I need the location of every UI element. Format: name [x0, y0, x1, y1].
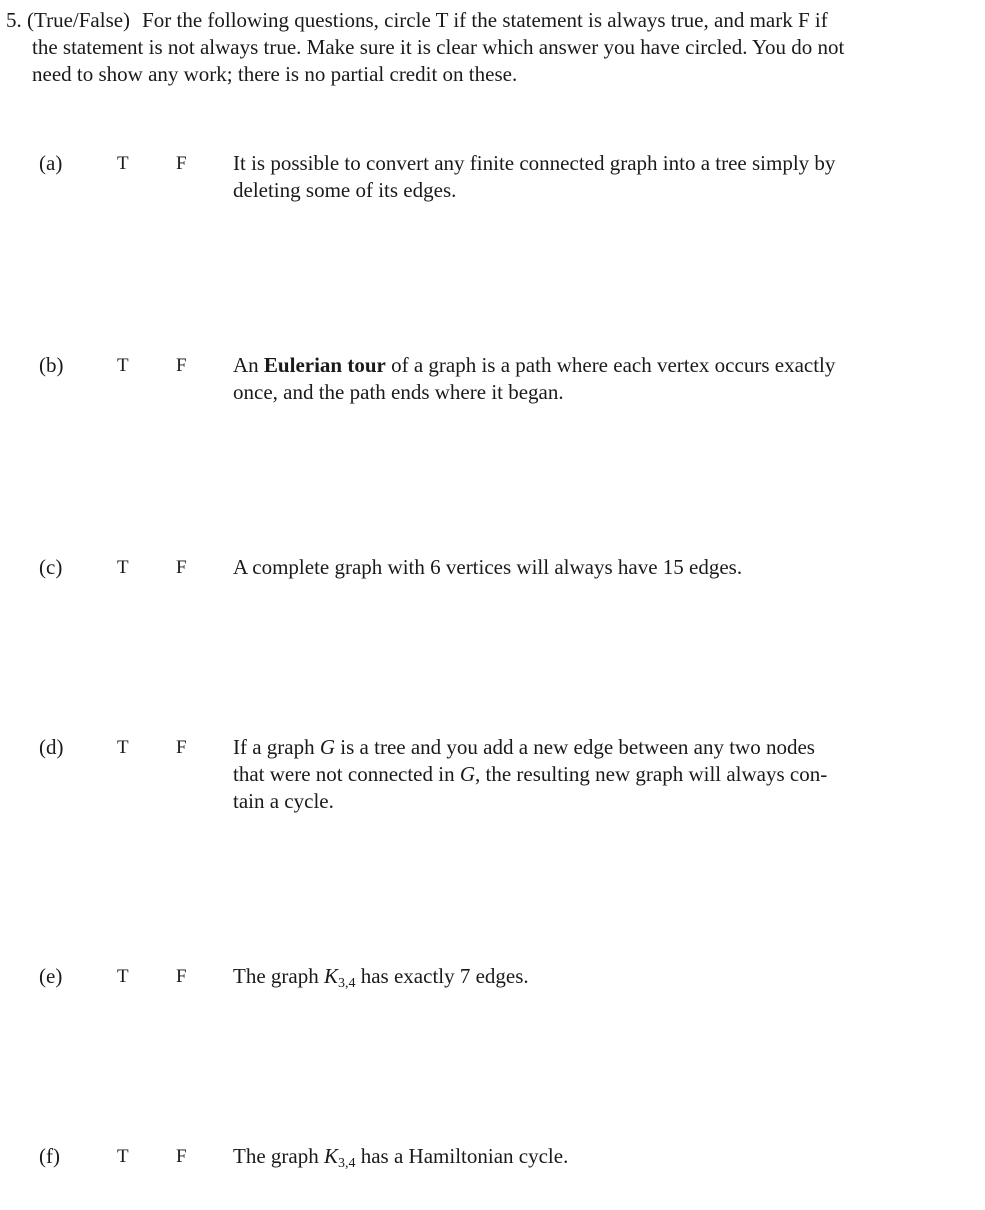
- question-header: [6, 7, 966, 88]
- graph-variable-g-2: G: [459, 762, 475, 786]
- question-c-false-option[interactable]: F: [176, 557, 187, 578]
- question-b-line-1: [233, 352, 933, 379]
- question-a-false-option[interactable]: F: [176, 153, 187, 174]
- question-d-true-option[interactable]: T: [117, 737, 129, 758]
- question-d-l1b: is a tree and you add a new edge between any two nodes: [340, 735, 815, 759]
- question-c-true-option[interactable]: T: [117, 557, 129, 578]
- question-d-line-3: tain a cycle.: [233, 789, 334, 813]
- question-d-line-2: [233, 761, 933, 788]
- question-b-statement: [233, 352, 933, 406]
- question-a-statement: [233, 150, 933, 204]
- question-d-statement: [233, 734, 933, 815]
- question-e-false-option[interactable]: F: [176, 966, 187, 987]
- question-e-line-1: [233, 963, 933, 990]
- k-graph-subscript: 3,4: [337, 976, 356, 991]
- question-f-statement: [233, 1143, 933, 1170]
- k-graph-subscript-f: 3,4: [337, 1156, 356, 1171]
- instructions-part-2: the statement is not always true. Make sure it is clear which answer you have circled. You do not: [32, 35, 845, 59]
- question-f-label: (f): [39, 1144, 60, 1168]
- question-e-post: has exactly 7 edges.: [360, 964, 529, 988]
- header-line-1: [6, 7, 966, 34]
- instructions-part-1: For the following questions, circle T if the statement is always true, and mark F if: [142, 8, 828, 32]
- question-c-label: (c): [39, 555, 63, 579]
- question-e-statement: [233, 963, 933, 990]
- question-number: 5.: [6, 8, 22, 32]
- question-b-pre: An: [233, 353, 259, 377]
- question-d-l2a: that were not connected in: [233, 762, 455, 786]
- question-e-pre: The graph: [233, 964, 319, 988]
- question-f-false-option[interactable]: F: [176, 1146, 187, 1167]
- question-d-false-option[interactable]: F: [176, 737, 187, 758]
- question-b-line-2: once, and the path ends where it began.: [233, 380, 564, 404]
- question-e-label: (e): [39, 964, 63, 988]
- question-d-label: (d): [39, 735, 64, 759]
- question-a-line-2: deleting some of its edges.: [233, 178, 457, 202]
- question-d-l1a: If a graph: [233, 735, 315, 759]
- question-a-true-option[interactable]: T: [117, 153, 129, 174]
- question-b-false-option[interactable]: F: [176, 355, 187, 376]
- question-c-line-1: A complete graph with 6 vertices will always have 15 edges.: [233, 555, 743, 579]
- question-type-tag: (True/False): [27, 8, 131, 32]
- question-f-true-option[interactable]: T: [117, 1146, 129, 1167]
- eulerian-tour-term: Eulerian tour: [263, 353, 386, 377]
- question-b-post: of a graph is a path where each vertex occurs exactly: [391, 353, 836, 377]
- question-a-line-1: It is possible to convert any finite connected graph into a tree simply by: [233, 151, 836, 175]
- question-c-statement: [233, 554, 933, 581]
- question-f-post: has a Hamiltonian cycle.: [360, 1144, 569, 1168]
- question-b-label: (b): [39, 353, 64, 377]
- question-f-pre: The graph: [233, 1144, 319, 1168]
- question-d-l2b: , the resulting new graph will always con-: [475, 762, 828, 786]
- question-d-line-1: [233, 734, 933, 761]
- k-graph-symbol: K: [323, 964, 338, 988]
- instructions-part-3: need to show any work; there is no partial credit on these.: [32, 62, 518, 86]
- graph-variable-g: G: [319, 735, 336, 759]
- k-graph-symbol-f: K: [323, 1144, 338, 1168]
- question-f-line-1: [233, 1143, 933, 1170]
- question-a-label: (a): [39, 151, 63, 175]
- question-e-true-option[interactable]: T: [117, 966, 129, 987]
- question-b-true-option[interactable]: T: [117, 355, 129, 376]
